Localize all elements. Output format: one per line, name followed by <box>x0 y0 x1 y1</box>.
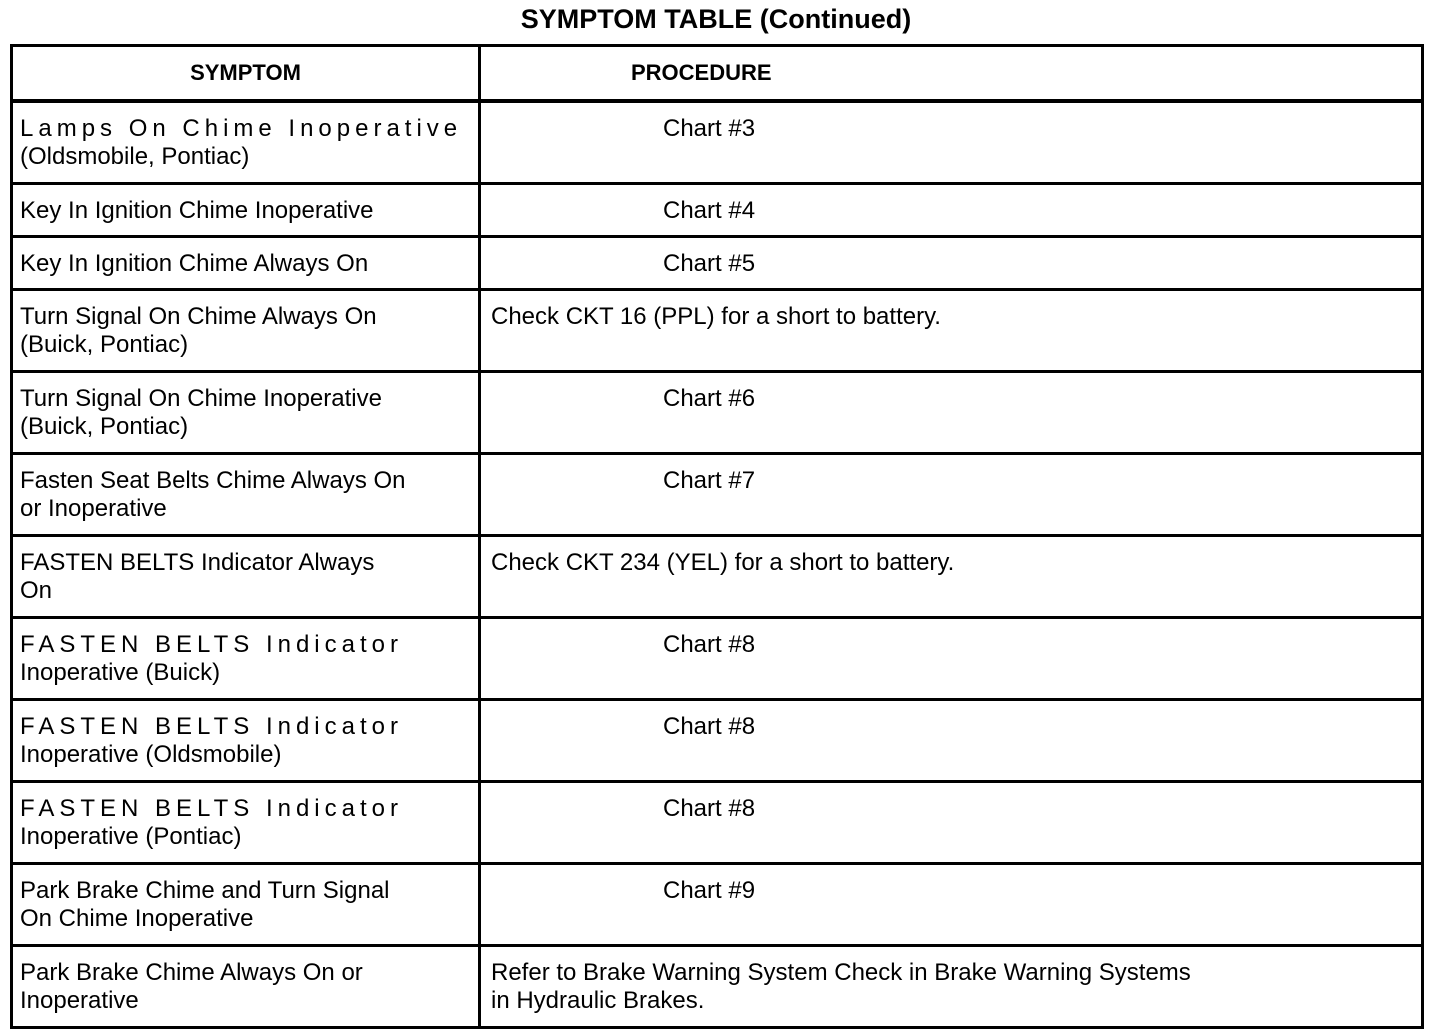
symptom-cell <box>12 864 480 946</box>
symptom-text: FASTEN BELTS Indicator Always On <box>20 549 375 604</box>
symptom-cell <box>12 782 480 864</box>
symptom-table <box>10 44 1424 1029</box>
column-header-symptom: SYMPTOM <box>12 46 480 102</box>
table-row <box>12 372 1423 454</box>
table-row <box>12 700 1423 782</box>
page-title: SYMPTOM TABLE (Continued) <box>520 4 912 34</box>
table-row <box>12 782 1423 864</box>
symptom-text: Lamps On Chime Inoperative (Oldsmobile, Pontiac) <box>20 115 463 170</box>
table-row <box>12 454 1423 536</box>
table-header-row <box>12 46 1423 102</box>
procedure-cell: Chart #8 <box>480 700 1423 782</box>
procedure-cell: Chart #3 <box>480 101 1423 184</box>
table-row <box>12 184 1423 237</box>
table-row <box>12 864 1423 946</box>
table-row <box>12 237 1423 290</box>
procedure-cell: Chart #9 <box>480 864 1423 946</box>
symptom-cell <box>12 372 480 454</box>
procedure-cell: Chart #4 <box>480 184 1423 237</box>
symptom-text: FASTEN BELTS Indicator Inoperative (Oldsmobile) <box>20 713 403 768</box>
symptom-text: Turn Signal On Chime Always On (Buick, Pontiac) <box>20 303 377 358</box>
symptom-cell <box>12 184 480 237</box>
symptom-text: Key In Ignition Chime Inoperative <box>20 197 374 224</box>
procedure-cell: Check CKT 16 (PPL) for a short to battery. <box>480 290 1423 372</box>
table-row <box>12 290 1423 372</box>
table-row <box>12 536 1423 618</box>
symptom-text: FASTEN BELTS Indicator Inoperative (Pontiac) <box>20 795 403 850</box>
procedure-cell: Chart #5 <box>480 237 1423 290</box>
symptom-text: Fasten Seat Belts Chime Always On or Inoperative <box>20 467 406 522</box>
symptom-text: Park Brake Chime and Turn Signal On Chime Inoperative <box>20 877 390 932</box>
symptom-cell <box>12 290 480 372</box>
procedure-cell: Chart #7 <box>480 454 1423 536</box>
symptom-cell <box>12 237 480 290</box>
symptom-cell <box>12 946 480 1028</box>
procedure-cell: Refer to Brake Warning System Check in Brake Warning Systems in Hydraulic Brakes. <box>480 946 1423 1028</box>
table-row <box>12 946 1423 1028</box>
symptom-cell <box>12 536 480 618</box>
symptom-text: Park Brake Chime Always On or Inoperative <box>20 959 363 1014</box>
symptom-cell <box>12 618 480 700</box>
table-row <box>12 101 1423 184</box>
symptom-cell <box>12 700 480 782</box>
procedure-cell: Chart #8 <box>480 782 1423 864</box>
symptom-cell <box>12 454 480 536</box>
symptom-text: Turn Signal On Chime Inoperative (Buick, Pontiac) <box>20 385 382 440</box>
symptom-text: FASTEN BELTS Indicator Inoperative (Buick) <box>20 631 403 686</box>
column-header-procedure: PROCEDURE <box>480 46 1423 102</box>
procedure-cell: Check CKT 234 (YEL) for a short to battery. <box>480 536 1423 618</box>
symptom-cell <box>12 101 480 184</box>
table-row <box>12 618 1423 700</box>
symptom-text: Key In Ignition Chime Always On <box>20 250 369 277</box>
procedure-cell: Chart #6 <box>480 372 1423 454</box>
procedure-cell: Chart #8 <box>480 618 1423 700</box>
